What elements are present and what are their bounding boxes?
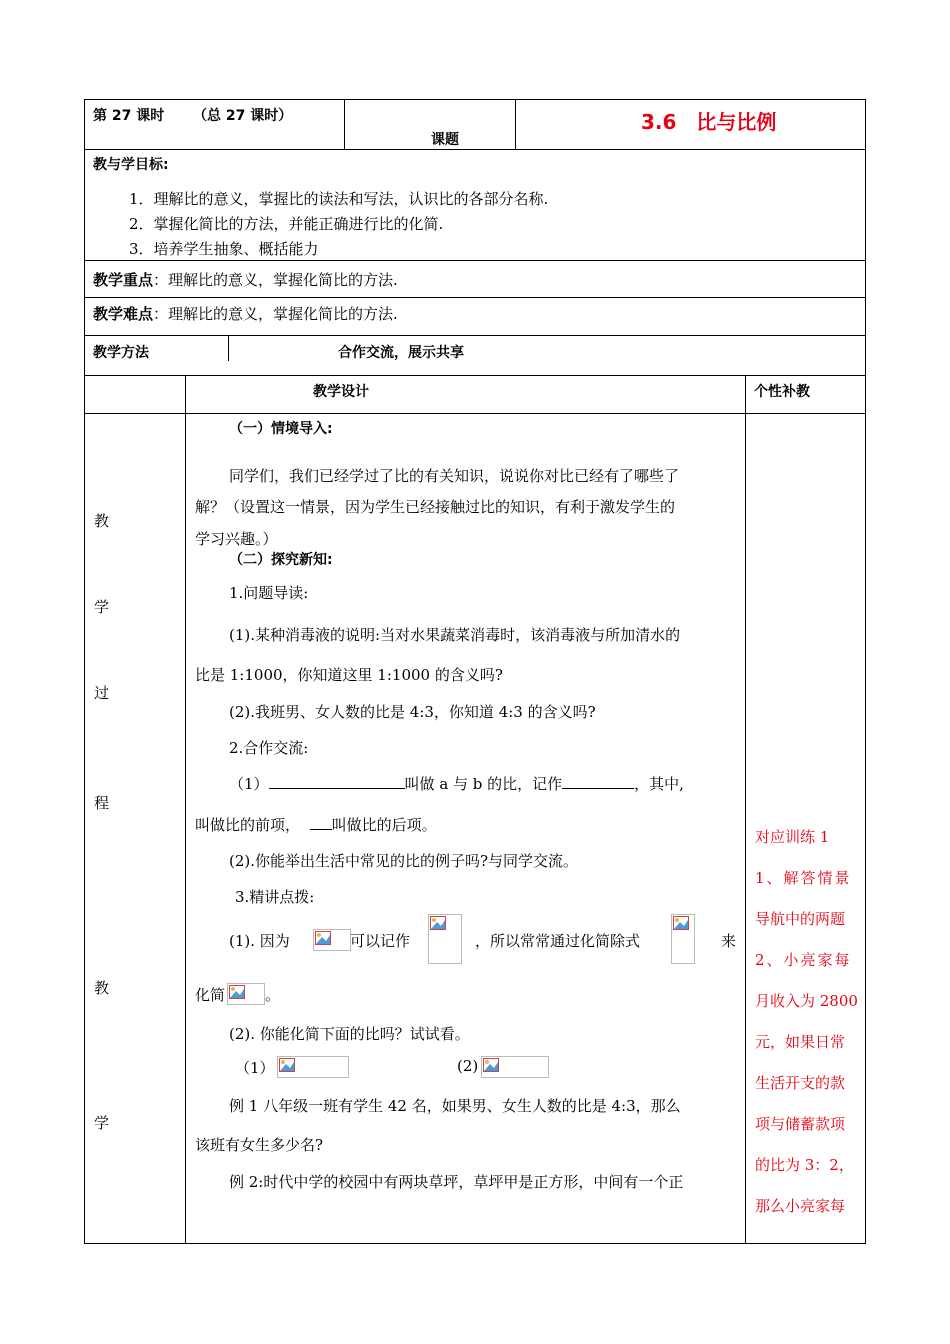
goal-item: 3．培养学生抽象、概括能力 bbox=[129, 240, 319, 258]
key-point-row bbox=[84, 260, 866, 297]
topic-label: 课题 bbox=[431, 132, 459, 148]
paragraph-line: 例 2:时代中学的校园中有两块草坪，草坪甲是正方形，中间有一个正 bbox=[229, 1173, 684, 1191]
image-placeholder-icon bbox=[227, 983, 265, 1005]
lesson-number: 第 27 课时 bbox=[93, 108, 165, 124]
key-point-label: 教学重点 bbox=[93, 271, 154, 289]
method-label: 教学方法 bbox=[93, 345, 149, 361]
personal-label: 个性补教 bbox=[754, 384, 810, 400]
image-placeholder-icon bbox=[313, 929, 351, 951]
process-label-char: 程 bbox=[94, 794, 110, 812]
image-placeholder-icon bbox=[671, 914, 695, 964]
side-note-line: 那么小亮家每 bbox=[755, 1197, 846, 1215]
answer-blank[interactable] bbox=[562, 774, 634, 789]
paragraph-line: (2).我班男、女人数的比是 4:3，你知道 4:3 的含义吗? bbox=[229, 703, 596, 721]
process-label-char: 教 bbox=[94, 512, 110, 530]
side-note-line: 导航中的两题 bbox=[755, 910, 846, 928]
answer-blank[interactable] bbox=[310, 815, 332, 830]
side-note-line: 的比为 3：2， bbox=[755, 1156, 854, 1174]
difficulty-label: 教学难点 bbox=[93, 305, 154, 323]
side-note-line: 项与储蓄款项 bbox=[755, 1115, 846, 1133]
side-note-line: 月收入为 2800 bbox=[755, 992, 858, 1010]
paragraph-line: 同学们，我们已经学过了比的有关知识，说说你对比已经有了哪些了 bbox=[229, 467, 680, 485]
image-placeholder-icon bbox=[277, 1056, 349, 1078]
paragraph-line: (1).某种消毒液的说明:当对水果蔬菜消毒时，该消毒液与所加清水的 bbox=[229, 626, 681, 644]
side-note-line: 2、小亮家每 bbox=[755, 951, 852, 969]
header-row bbox=[84, 99, 866, 149]
image-placeholder-icon bbox=[481, 1056, 549, 1078]
paragraph-line: 该班有女生多少名? bbox=[195, 1136, 324, 1154]
section-title: （一）情境导入: bbox=[229, 421, 333, 437]
fill-blank-line: （1） 叫做 a 与 b 的比，记作 ，其中, bbox=[229, 775, 684, 793]
answer-blank[interactable] bbox=[269, 774, 405, 789]
design-label: 教学设计 bbox=[313, 384, 369, 400]
side-note-line: 对应训练 1 bbox=[755, 828, 830, 846]
image-placeholder-icon bbox=[428, 914, 462, 964]
difficulty-text: ：理解比的意义，掌握化简比的方法. bbox=[153, 305, 398, 323]
paragraph-line: 学习兴趣。） bbox=[195, 530, 278, 548]
key-point-text: ：理解比的意义，掌握化简比的方法. bbox=[153, 271, 398, 289]
paragraph-line: 比是 1:1000，你知道这里 1:1000 的含义吗? bbox=[195, 666, 503, 684]
difficulty-row bbox=[84, 297, 866, 335]
paragraph-line: 2.合作交流: bbox=[229, 739, 309, 757]
topic-title: 3.6 比与比例 bbox=[641, 110, 777, 134]
design-header-row bbox=[84, 375, 866, 413]
lesson-plan-table bbox=[84, 99, 868, 1244]
fill-blank-line: 叫做比的前项， 叫做比的后项。 bbox=[195, 816, 437, 834]
side-notes bbox=[755, 817, 863, 1227]
side-note-line: 元，如果日常 bbox=[755, 1033, 846, 1051]
goals-row bbox=[84, 149, 866, 260]
paragraph-line: 1.问题导读: bbox=[229, 584, 309, 602]
side-note-line: 1、解答情景 bbox=[755, 869, 852, 887]
process-row: 教 学 过 程 教 学 （一）情境导入: 同学们，我们已经学过了比的有关知识，说说你对比已经有了哪些了 解？（设置这一情景，因为学生已经接触过比的知识，有利于激发学生的 学习兴趣。） （二）探究新知: 1.问题导读: (1).某种消毒液的说明:当对水果蔬菜消毒时，该消毒液与所加清水的 比是 1:1000，你知道这里 1:1000 的含义吗? (2).我班男、女人数的比是 4:3，你知道 4:3 的含义吗? 2.合作交流: （1） 叫做 a 与 b 的比，记作 ，其中, 叫做比的前项， 叫做比的后项。 (2).你能举出生活中常见的比的例子吗?与同学交流。 3.精讲点拨: (1). 因为 可以记作 ，所以常常通过化简除式 来 化简 。 (2). 你能化简下面的比吗？试试看。 （1） (2) 例 1 八年级一班有学生 42 名，如果男、女生人数的比是 4:3，那么 该班有女生多少名? 例 2:时代中学的校园中有两块草坪，草坪甲是正方形，中间有一个正 对应训练 1 1、解答情景 导航中的两题 2、小亮家每 月收入为 2800 元，如果日常 生活开支的款 项与储蓄款项 的比为 3：2， 那么小亮家每 bbox=[84, 413, 866, 1244]
section-title: （二）探究新知: bbox=[229, 552, 333, 568]
side-note-line: 生活开支的款 bbox=[755, 1074, 846, 1092]
total-lessons: （总 27 课时） bbox=[193, 108, 293, 124]
paragraph-line: (2).你能举出生活中常见的比的例子吗?与同学交流。 bbox=[229, 852, 579, 870]
paragraph-line: (2). 你能化简下面的比吗？试试看。 bbox=[229, 1025, 470, 1043]
explain-line: (1). 因为 bbox=[229, 932, 290, 950]
process-label-char: 学 bbox=[94, 1114, 110, 1132]
goal-item: 2．掌握化简比的方法，并能正确进行比的化简. bbox=[129, 215, 444, 233]
method-row bbox=[84, 335, 866, 375]
paragraph-line: 例 1 八年级一班有学生 42 名，如果男、女生人数的比是 4:3，那么 bbox=[229, 1097, 681, 1115]
process-label-char: 教 bbox=[94, 979, 110, 997]
paragraph-line: 3.精讲点拨: bbox=[235, 888, 315, 906]
goal-item: 1．理解比的意义，掌握比的读法和写法，认识比的各部分名称. bbox=[129, 190, 549, 208]
process-label-char: 过 bbox=[94, 684, 110, 702]
goals-heading: 教与学目标: bbox=[93, 157, 169, 173]
method-text: 合作交流，展示共享 bbox=[338, 345, 464, 361]
paragraph-line: 解？（设置这一情景，因为学生已经接触过比的知识，有利于激发学生的 bbox=[195, 498, 676, 516]
process-label-char: 学 bbox=[94, 598, 110, 616]
